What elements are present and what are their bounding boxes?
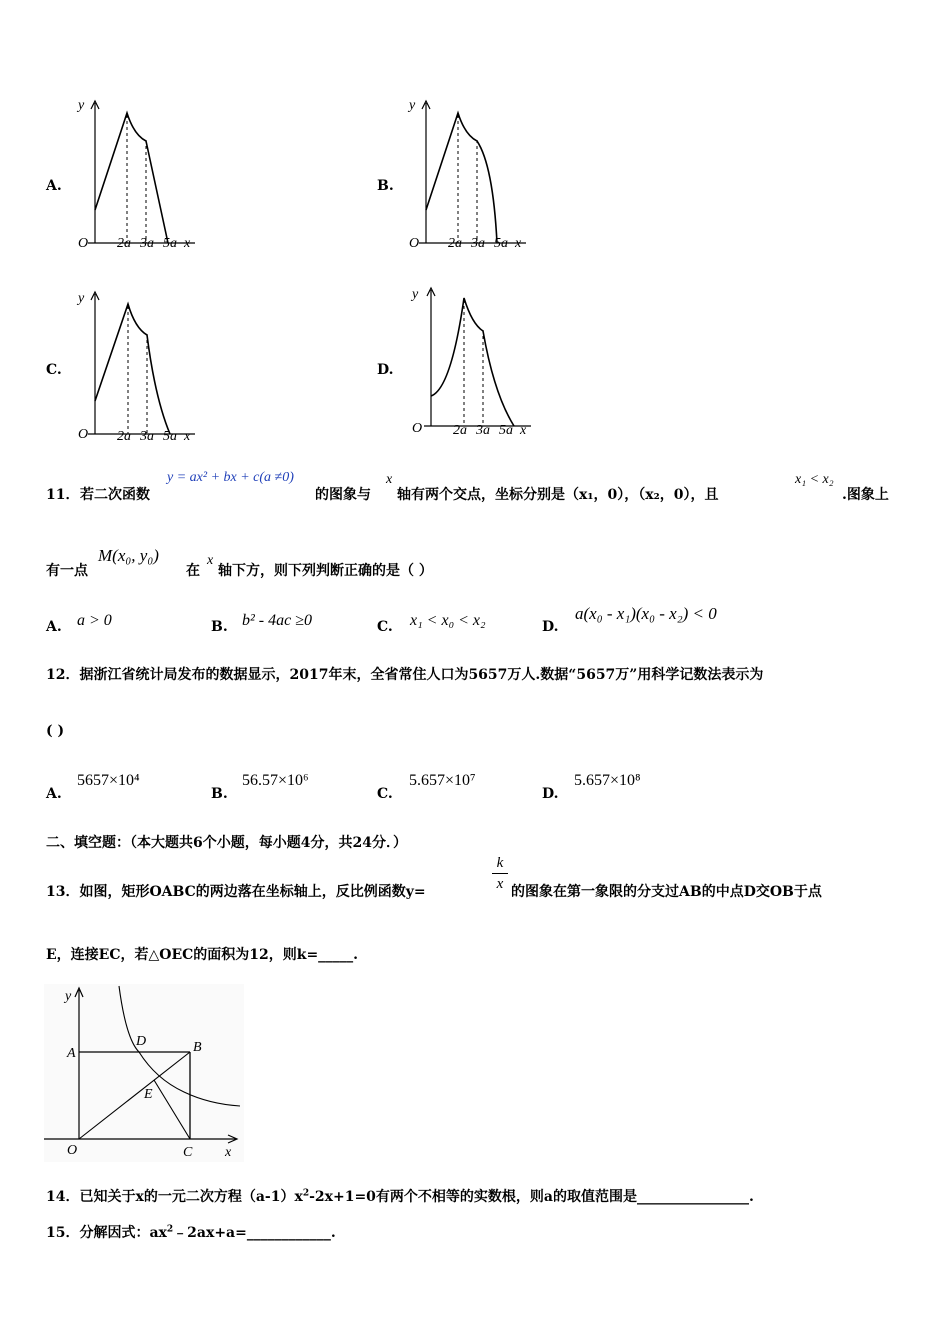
y-axis-label: y bbox=[412, 287, 419, 302]
q11-option-d-label: D. bbox=[542, 619, 559, 635]
tick-3a: 3a bbox=[471, 236, 485, 251]
tick-5a: 5a bbox=[494, 236, 508, 251]
q13-line2: E，连接EC，若△OEC的面积为12，则k=_____. bbox=[46, 947, 359, 963]
q13-frac-bar bbox=[492, 873, 508, 874]
q13-figure bbox=[44, 984, 244, 1162]
q11-line2-a: 有一点 bbox=[46, 563, 88, 579]
q14-text1: 14．已知关于x的一元二次方程（a-1）x bbox=[46, 1189, 303, 1205]
y-axis-label: y bbox=[78, 98, 85, 113]
origin-label: O bbox=[412, 421, 423, 436]
q11-text2: 的图象与 bbox=[315, 487, 371, 503]
q11-option-c-expr: x₁ < x₀ < x₂ bbox=[410, 612, 486, 629]
q12-option-a-expr: 5657×10⁴ bbox=[77, 772, 140, 789]
q11-line2-c: 轴下方，则下列判断正确的是（ ） bbox=[218, 563, 433, 579]
q12-text: 12．据浙江省统计局发布的数据显示，2017年末，全省常住人口为5657万人.数据“5657万”用科学记数法表示为 bbox=[46, 667, 764, 683]
tick-2a: 2a bbox=[117, 429, 131, 444]
q11-option-b-label: B. bbox=[211, 619, 228, 635]
q12-paren: ( ) bbox=[46, 723, 65, 739]
origin-label: O bbox=[78, 427, 89, 442]
tick-2a: 2a bbox=[448, 236, 462, 251]
q14-sup: 2 bbox=[302, 1188, 310, 1199]
tick-3a: 3a bbox=[476, 423, 490, 438]
q14-text bbox=[46, 1186, 754, 1206]
q15-text1: 15．分解因式：ax bbox=[46, 1225, 167, 1241]
fig13-x-label: x bbox=[225, 1145, 232, 1160]
q11-condition: x₁ < x₂ bbox=[795, 472, 834, 487]
x-axis-label: x bbox=[520, 423, 527, 438]
q13-frac-num: k bbox=[496, 855, 504, 871]
origin-label: O bbox=[409, 236, 420, 251]
q12-option-c-label: C. bbox=[377, 786, 393, 802]
q12-option-d-expr: 5.657×10⁸ bbox=[574, 772, 641, 789]
fig13-a-label: A bbox=[67, 1046, 76, 1061]
q11-line2-b: 在 bbox=[186, 563, 200, 579]
graph-b bbox=[401, 95, 531, 255]
fig13-b-label: B bbox=[193, 1040, 202, 1055]
fig13-e-label: E bbox=[144, 1087, 153, 1102]
q15-text bbox=[46, 1222, 336, 1242]
q11-point-m: M(x₀, y₀) bbox=[98, 546, 159, 565]
option-d-label: D. bbox=[377, 362, 394, 378]
q14-text2: -2x+1=0有两个不相等的实数根，则a的取值范围是________________. bbox=[309, 1189, 754, 1205]
q11-xvar-2: x bbox=[207, 553, 214, 568]
fig13-d-label: D bbox=[136, 1034, 147, 1049]
tick-2a: 2a bbox=[453, 423, 467, 438]
origin-label: O bbox=[78, 236, 89, 251]
tick-5a: 5a bbox=[499, 423, 513, 438]
tick-3a: 3a bbox=[140, 429, 154, 444]
graph-d bbox=[406, 284, 536, 444]
section-2-title: 二、填空题：（本大题共6个小题，每小题4分，共24分．） bbox=[46, 835, 407, 851]
tick-2a: 2a bbox=[117, 236, 131, 251]
x-axis-label: x bbox=[515, 236, 522, 251]
q12-option-a-label: A. bbox=[46, 786, 62, 802]
q11-option-c-label: C. bbox=[377, 619, 393, 635]
q11-option-a-expr: a > 0 bbox=[77, 612, 112, 629]
q11-text1: 若二次函数 bbox=[80, 487, 150, 503]
q13-frac-den: x bbox=[496, 876, 504, 892]
x-axis-label: x bbox=[184, 236, 191, 251]
q12-option-d-label: D. bbox=[542, 786, 559, 802]
option-c-label: C. bbox=[46, 362, 62, 378]
q11-number: 11． bbox=[46, 487, 80, 503]
q11-xvar: x bbox=[386, 472, 393, 487]
tick-5a: 5a bbox=[163, 429, 177, 444]
fig13-c-label: C bbox=[183, 1145, 193, 1160]
q11-option-a-label: A. bbox=[46, 619, 62, 635]
tick-3a: 3a bbox=[140, 236, 154, 251]
q13-text2: 的图象在第一象限的分支过AB的中点D交OB于点 bbox=[511, 884, 822, 900]
x-axis-label: x bbox=[184, 429, 191, 444]
q11-option-b-expr: b² - 4ac ≥0 bbox=[242, 612, 313, 629]
q13-fraction bbox=[492, 854, 508, 893]
q12-option-b-expr: 56.57×10⁶ bbox=[242, 772, 309, 789]
q12-option-b-label: B. bbox=[211, 786, 228, 802]
option-a-label: A. bbox=[46, 178, 62, 194]
q13-text1: 13．如图，矩形OABC的两边落在坐标轴上，反比例函数y= bbox=[46, 884, 426, 900]
graph-c bbox=[70, 288, 200, 448]
tick-5a: 5a bbox=[163, 236, 177, 251]
q11-text3: 轴有两个交点，坐标分别是（x₁，0），（x₂，0），且 bbox=[397, 487, 719, 503]
y-axis-label: y bbox=[78, 291, 85, 306]
q11-function: y = ax² + bx + c(a ≠0) bbox=[167, 470, 294, 485]
q12-option-c-expr: 5.657×10⁷ bbox=[409, 772, 476, 789]
q15-text2: ﹣2ax+a=____________. bbox=[173, 1225, 336, 1241]
q11-text4: .图象上 bbox=[842, 487, 889, 503]
option-b-label: B. bbox=[377, 178, 394, 194]
q15-sup: 2 bbox=[166, 1224, 174, 1235]
q11-option-d-expr: a(x₀ - x₁)(x₀ - x₂) < 0 bbox=[575, 604, 717, 623]
graph-a bbox=[70, 95, 200, 255]
y-axis-label: y bbox=[409, 98, 416, 113]
fig13-o-label: O bbox=[67, 1143, 78, 1158]
fig13-y-label: y bbox=[65, 989, 72, 1004]
